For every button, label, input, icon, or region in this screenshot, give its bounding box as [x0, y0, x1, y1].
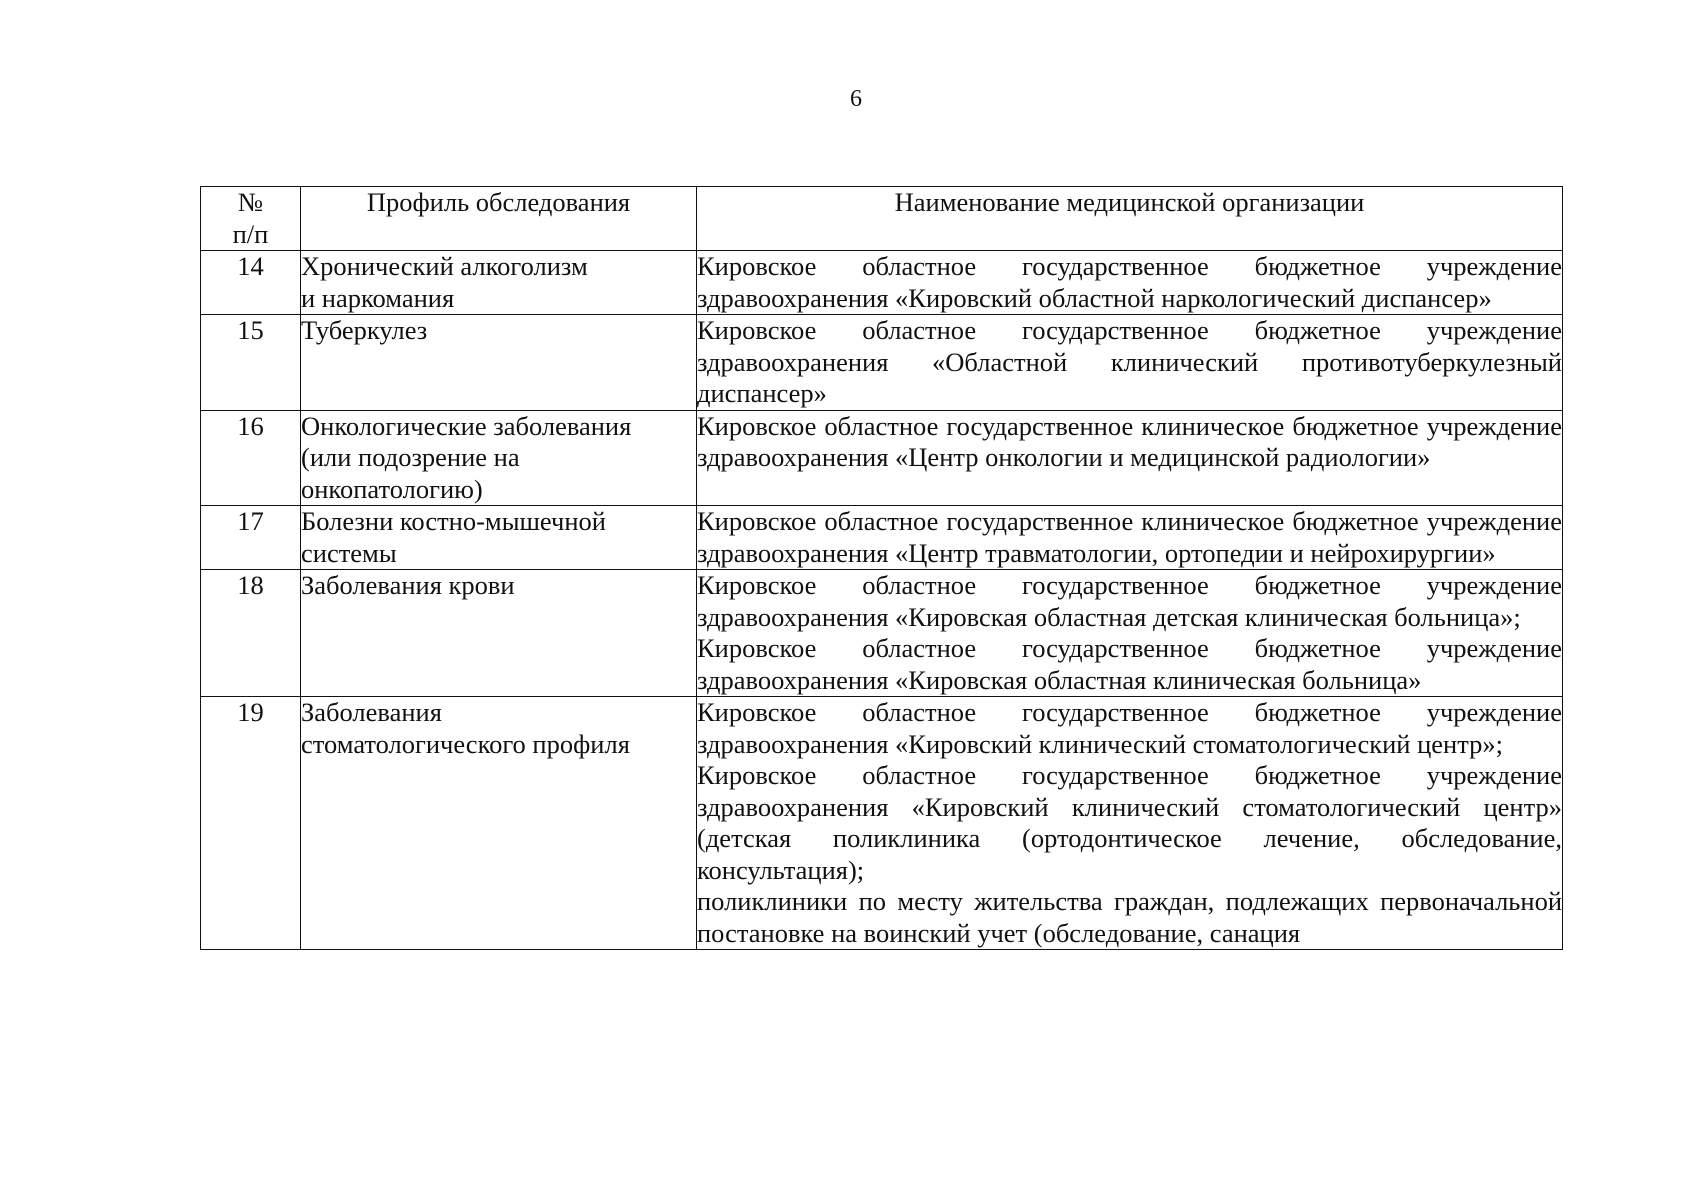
profile-line: онкопатологию): [301, 473, 483, 504]
row-number: 19: [201, 697, 301, 950]
profile-line: Хронический алкоголизм: [301, 251, 588, 281]
row-organization: [697, 315, 1563, 411]
profile-line: Туберкулез: [301, 315, 428, 345]
organization-paragraph: Кировское областное государственное бюджетное учреждение здравоохранения «Кировская областная клиническая больница»: [697, 633, 1562, 695]
row-organization: [697, 251, 1563, 315]
row-organization: [697, 697, 1563, 950]
table-row: [201, 697, 1563, 950]
organization-paragraph: Кировское областное государственное бюджетное учреждение здравоохранения «Кировский клинический стоматологический центр» (детская поликлиника (ортодонтическое лечение, обследование, консультация);: [697, 760, 1562, 885]
table-row: [201, 570, 1563, 697]
organization-paragraph: Кировское областное государственное бюджетное учреждение здравоохранения «Кировский клинический стоматологический центр»;: [697, 697, 1562, 759]
row-profile: [301, 410, 697, 506]
profile-line: (или подозрение на: [301, 442, 520, 472]
row-organization: [697, 570, 1563, 697]
row-number: 14: [201, 251, 301, 315]
row-profile: [301, 251, 697, 315]
row-number: 16: [201, 410, 301, 506]
row-organization: [697, 410, 1563, 506]
table-header-row: [201, 187, 1563, 251]
table-row: [201, 410, 1563, 506]
organization-paragraph: Кировское областное государственное бюджетное учреждение здравоохранения «Областной клинический противотуберкулезный диспансер»: [697, 315, 1562, 408]
organization-paragraph: поликлиники по месту жительства граждан, подлежащих первоначальной постановке на воинский учет (обследование, санация: [697, 886, 1562, 948]
page-number: 6: [850, 86, 862, 112]
header-number-line: №: [237, 187, 264, 217]
header-number: [201, 187, 301, 251]
organizations-table: [200, 186, 1563, 950]
profile-line: системы: [301, 537, 397, 568]
row-number: 15: [201, 315, 301, 411]
table-row: [201, 251, 1563, 315]
organization-paragraph: Кировское областное государственное клиническое бюджетное учреждение здравоохранения «Центр онкологии и медицинской радиологии»: [697, 410, 1562, 472]
organization-paragraph: Кировское областное государственное бюджетное учреждение здравоохранения «Кировская областная детская клиническая больница»;: [697, 570, 1562, 632]
row-number: 17: [201, 506, 301, 570]
header-profile: Профиль обследования: [301, 187, 697, 251]
profile-line: стоматологического профиля: [301, 728, 630, 759]
header-organization: Наименование медицинской организации: [697, 187, 1563, 251]
header-number-line: п/п: [232, 218, 269, 249]
table-row: [201, 506, 1563, 570]
row-profile: [301, 570, 697, 697]
profile-line: Заболевания крови: [301, 570, 515, 600]
table-row: [201, 315, 1563, 411]
profile-line: Онкологические заболевания: [301, 410, 632, 441]
row-profile: [301, 315, 697, 411]
organization-paragraph: Кировское областное государственное бюджетное учреждение здравоохранения «Кировский областной наркологический диспансер»: [697, 251, 1562, 313]
profile-line: Болезни костно-мышечной: [301, 506, 606, 536]
row-profile: [301, 697, 697, 950]
organization-paragraph: Кировское областное государственное клиническое бюджетное учреждение здравоохранения «Центр травматологии, ортопедии и нейрохирургии»: [697, 506, 1562, 568]
profile-line: Заболевания: [301, 697, 442, 727]
profile-line: и наркомания: [301, 282, 455, 313]
row-organization: [697, 506, 1563, 570]
row-number: 18: [201, 570, 301, 697]
row-profile: [301, 506, 697, 570]
